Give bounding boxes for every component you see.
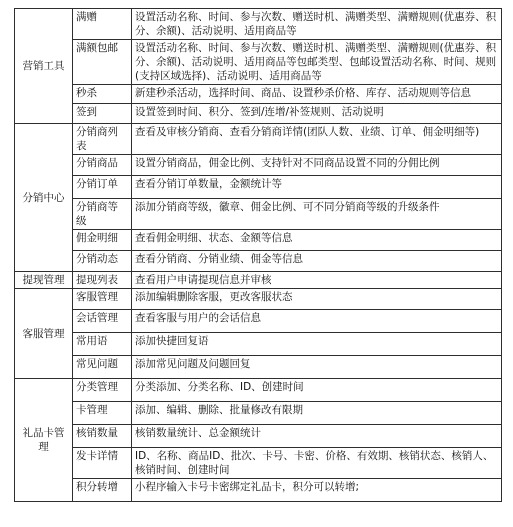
category-cell: 营销工具 [15, 9, 73, 124]
feature-cell: 提现列表 [73, 272, 132, 289]
description-cell: 查看佣金明细、状态、金额等信息 [132, 230, 502, 251]
description-cell: 设置活动名称、时间、参与次数、赠送时机、满赠类型、满赠规则(优惠券、积分、余额)、活动说明、适用商品等 [132, 9, 502, 40]
description-cell: 设置签到时间、积分、签到/连增/补签规则、活动说明 [132, 104, 502, 124]
description-cell: 分类添加、分类名称、ID、创建时间 [132, 379, 502, 402]
feature-cell: 分销动态 [73, 251, 132, 272]
description-cell: 添加编辑删除客服，更改客服状态 [132, 289, 502, 310]
feature-cell: 发卡详情 [73, 448, 132, 479]
description-cell: 核销数量统计、总金额统计 [132, 425, 502, 448]
description-cell: 设置活动名称、时间、参与次数、赠送时机、满赠类型、满赠规则(优惠券、积分、余额)、活动说明、适用商品等包邮类型、包邮设置活动名称、时间、规则(支持区域选择)、活动说明、适用商品等 [132, 40, 502, 85]
description-cell: 查看用户申请提现信息并审核 [132, 272, 502, 289]
feature-cell: 佣金明细 [73, 230, 132, 251]
feature-cell: 会话管理 [73, 310, 132, 333]
category-cell: 客服管理 [15, 289, 73, 379]
description-cell: 添加、编辑、删除、批量修改有限期 [132, 402, 502, 425]
description-cell: 查看分销订单数量，金额统计等 [132, 176, 502, 199]
description-cell: 设置分销商品，佣金比例、支持针对不同商品设置不同的分佣比例 [132, 155, 502, 176]
feature-cell: 客服管理 [73, 289, 132, 310]
description-cell: 查看分销商、分销业绩、佣金等信息 [132, 251, 502, 272]
feature-cell: 分销商品 [73, 155, 132, 176]
feature-cell: 积分转增 [73, 479, 132, 502]
description-cell: ID、名称、商品ID、批次、卡号、卡密、价格、有效期、核销状态、核销人、核销时间、创建时间 [132, 448, 502, 479]
description-cell: 查看客服与用户的会话信息 [132, 310, 502, 333]
feature-cell: 卡管理 [73, 402, 132, 425]
feature-cell: 分类管理 [73, 379, 132, 402]
feature-cell: 分销商列表 [73, 124, 132, 155]
feature-cell: 秒杀 [73, 85, 132, 104]
feature-cell: 常用语 [73, 333, 132, 356]
feature-cell: 常见问题 [73, 356, 132, 379]
category-cell: 礼品卡管理 [15, 379, 73, 502]
feature-cell: 满赠 [73, 9, 132, 40]
description-cell: 添加快捷回复语 [132, 333, 502, 356]
feature-cell: 签到 [73, 104, 132, 124]
feature-cell: 核销数量 [73, 425, 132, 448]
description-cell: 添加分销商等级，徽章、佣金比例、可不同分销商等级的升级条件 [132, 199, 502, 230]
feature-cell: 分销订单 [73, 176, 132, 199]
category-cell: 提现管理 [15, 272, 73, 289]
feature-cell: 分销商等级 [73, 199, 132, 230]
description-cell: 小程序输入卡号卡密绑定礼品卡，积分可以转增; [132, 479, 502, 502]
description-cell: 新建秒杀活动，选择时间、商品、设置秒杀价格、库存、活动规则等信息 [132, 85, 502, 104]
feature-cell: 满额包邮 [73, 40, 132, 85]
description-cell: 查看及审核分销商、查看分销商详情(团队人数、业绩、订单、佣金明细等) [132, 124, 502, 155]
category-cell: 分销中心 [15, 124, 73, 272]
description-cell: 添加常见问题及问题回复 [132, 356, 502, 379]
feature-table [14, 8, 502, 502]
